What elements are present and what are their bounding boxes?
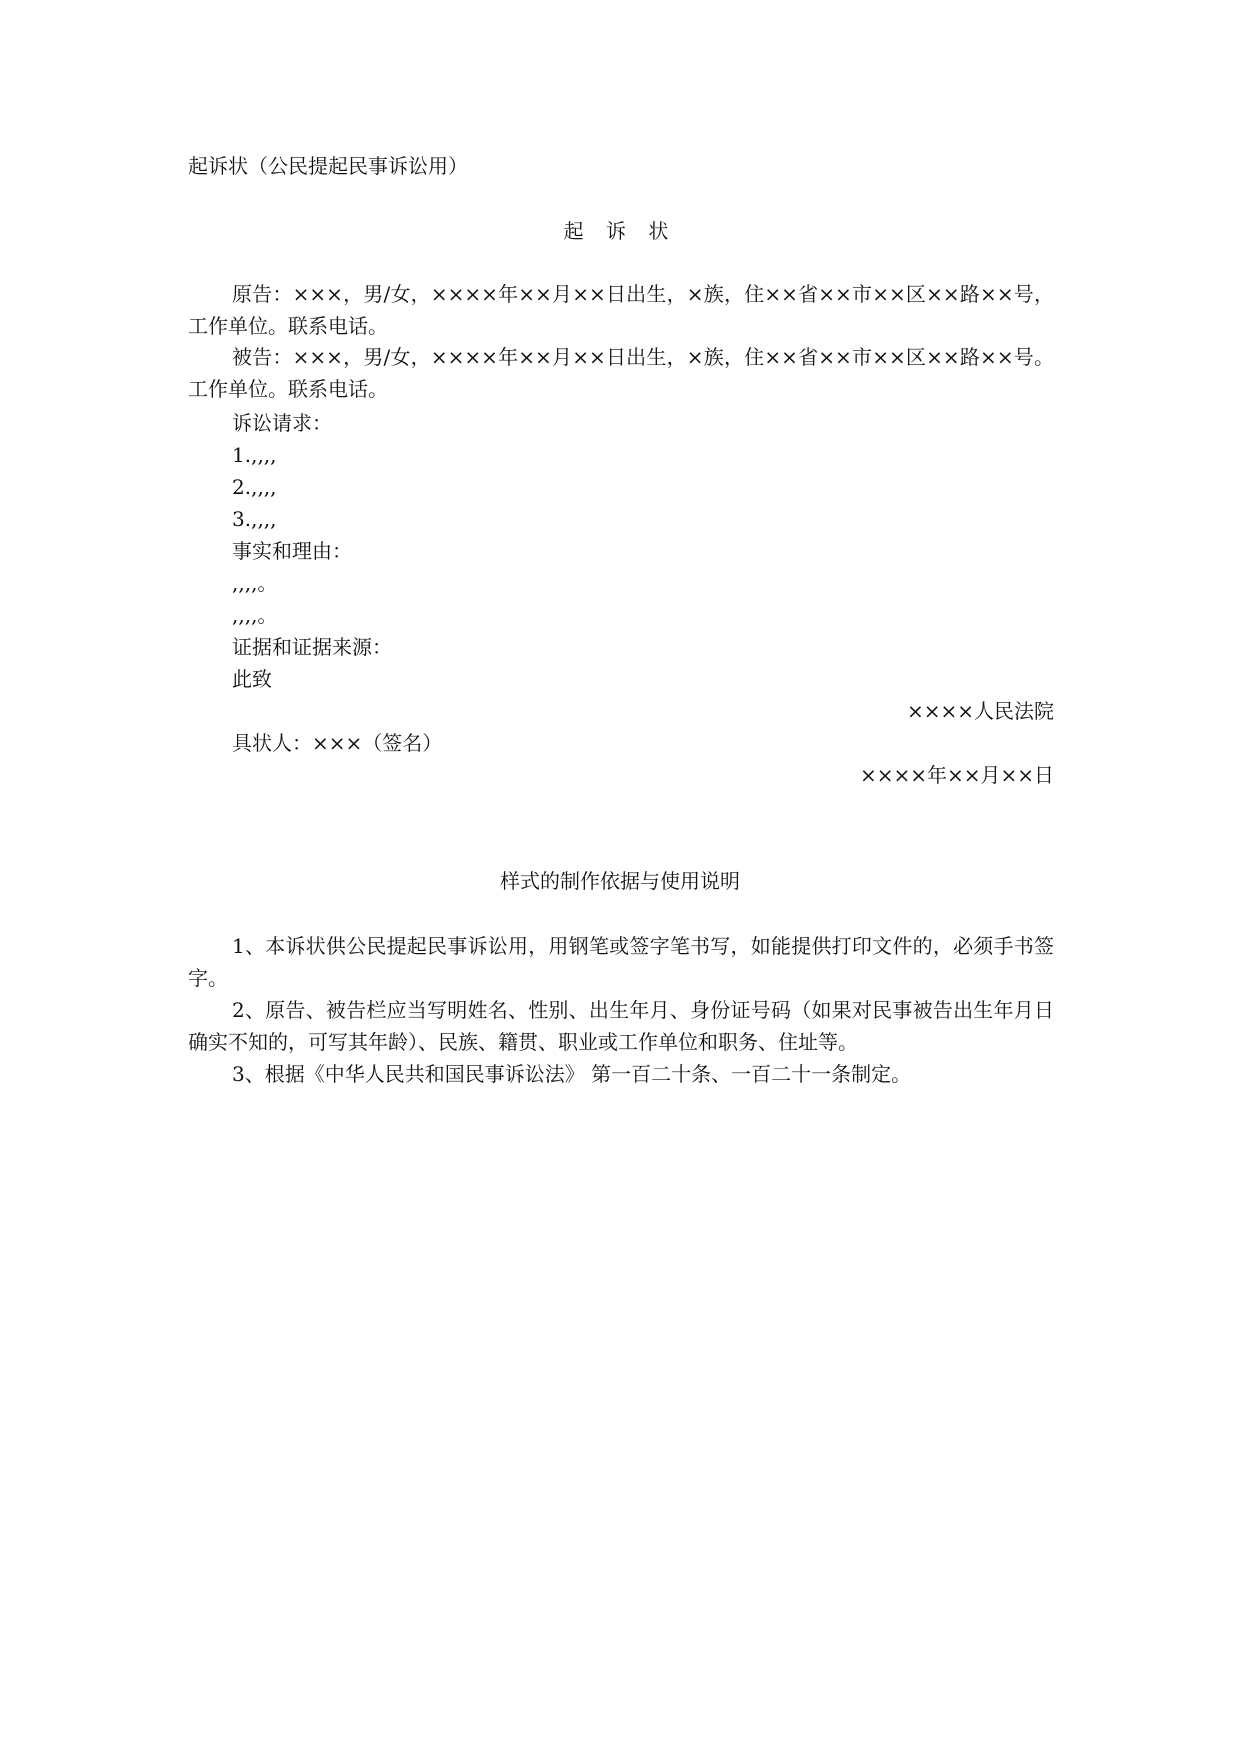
plaintiff-paragraph: 原告：×××，男/女，××××年××月××日出生，×族，住××省××市××区××路××号，工作单位。联系电话。 — [188, 282, 1054, 338]
instruction-item: 2、原告、被告栏应当写明姓名、性别、出生年月、身份证号码（如果对民事被告出生年月日确实不知的，可写其年龄）、民族、籍贯、职业或工作单位和职务、住址等。 — [188, 998, 1054, 1054]
fact-item: ,,,,。 — [232, 603, 278, 627]
fact-item: ,,,,。 — [232, 571, 278, 595]
salutation: 此致 — [232, 667, 272, 691]
signer-line: 具状人：×××（签名） — [232, 731, 443, 755]
evidence-label: 证据和证据来源： — [232, 635, 392, 659]
date-line: ××××年××月××日 — [859, 763, 1054, 787]
claim-item: 1.,,,, — [232, 443, 277, 467]
instruction-item: 1、本诉状供公民提起民事诉讼用，用钢笔或签字笔书写，如能提供打印文件的，必须手书签字。 — [188, 934, 1054, 990]
claim-item: 3.,,,, — [232, 507, 277, 531]
instructions-title: 样式的制作依据与使用说明 — [500, 869, 740, 893]
claims-label: 诉讼请求： — [232, 411, 332, 435]
document-title: 起 诉 状 — [563, 219, 677, 243]
instruction-item: 3、根据《中华人民共和国民事诉讼法》 第一百二十条、一百二十一条制定。 — [232, 1062, 912, 1086]
facts-label: 事实和理由： — [232, 539, 352, 563]
claim-item: 2.,,,, — [232, 475, 277, 499]
court-name: ××××人民法院 — [906, 699, 1054, 723]
heading-note: 起诉状（公民提起民事诉讼用） — [188, 154, 468, 178]
defendant-paragraph: 被告：×××，男/女，××××年××月××日出生，×族，住××省××市××区××路××号。工作单位。联系电话。 — [188, 345, 1054, 401]
